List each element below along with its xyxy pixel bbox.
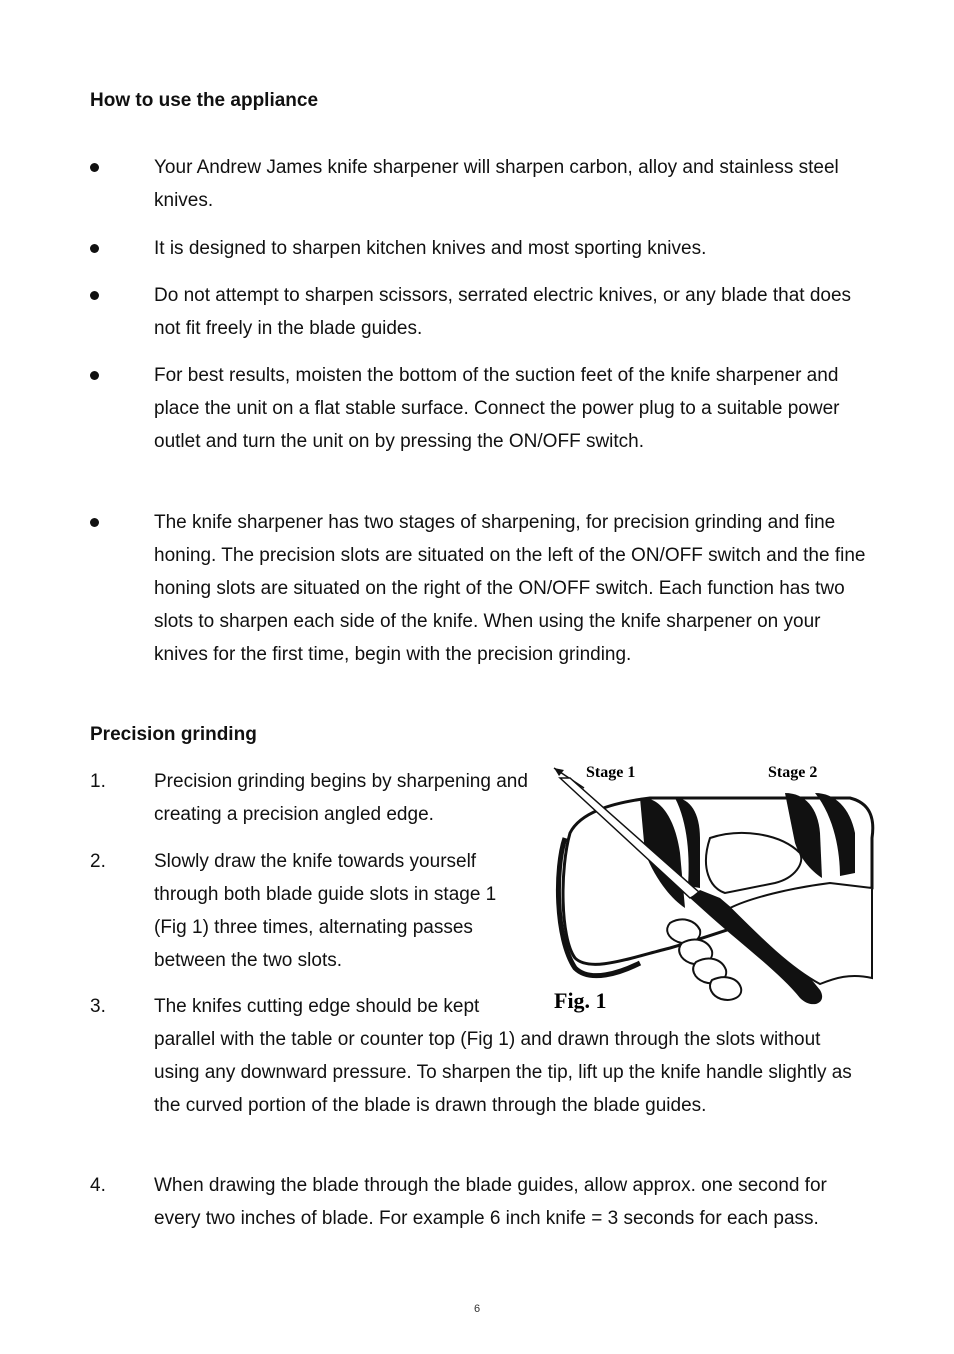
step-text: When drawing the blade through the blade guides, allow approx. one second for every two inches of blade. For example 6 inch knife = 3 seconds for each pass. xyxy=(154,1175,827,1229)
stage1-label: Stage 1 xyxy=(586,764,636,781)
bullet-text: For best results, moisten the bottom of the suction feet of the knife sharpener and place the unit on a flat stable surface. Connect the power plug to a suitable power outlet and turn the unit on by pressing the ON/OFF switch. xyxy=(154,365,840,452)
section-heading-how-to-use: How to use the appliance xyxy=(90,90,319,111)
step-text: Precision grinding begins by sharpening and creating a precision angled edge. xyxy=(154,771,528,825)
knife-sharpener-illustration xyxy=(550,758,875,1013)
slot-number-label: 2 xyxy=(822,818,830,833)
figure-knife-sharpener xyxy=(550,758,875,1013)
bullet-item xyxy=(90,359,870,458)
bullet-item xyxy=(90,151,870,217)
bullet-text: Do not attempt to sharpen scissors, serrated electric knives, or any blade that does not fit freely in the blade guides. xyxy=(154,285,852,339)
section-heading-precision-grinding: Precision grinding xyxy=(90,724,257,745)
bullet-icon xyxy=(90,244,99,253)
step-text-first-line: The knifes cutting edge should be kept xyxy=(154,996,480,1017)
step-text-rest: parallel with the table or counter top (Fig 1) and drawn through the slots without using any downward pressure. To sharpen the tip, lift up the knife handle slightly as the curved portion of the blade is drawn through the blade guides. xyxy=(154,1029,852,1116)
bullet-text: It is designed to sharpen kitchen knives and most sporting knives. xyxy=(154,238,707,259)
bullet-item xyxy=(90,232,870,265)
step-number: 3. xyxy=(90,996,106,1017)
stage2-label: Stage 2 xyxy=(768,764,818,781)
bullet-text: The knife sharpener has two stages of sharpening, for precision grinding and fine honing. The precision slots are situated on the left of the ON/OFF switch and the fine honing slots are situated on the right of the ON/OFF switch. Each function has two slots to sharpen each side of the knife. When using the knife sharpener on your knives for the first time, begin with the precision grinding. xyxy=(154,512,866,665)
bullet-text: Your Andrew James knife sharpener will sharpen carbon, alloy and stainless steel knives. xyxy=(154,157,839,211)
figure-caption: Fig. 1 xyxy=(554,988,607,1013)
step-number: 2. xyxy=(90,851,106,872)
bullet-item xyxy=(90,506,870,671)
step-number: 4. xyxy=(90,1175,106,1196)
page-number: 6 xyxy=(473,1303,481,1315)
bullet-icon xyxy=(90,163,99,172)
bullet-icon xyxy=(90,371,99,380)
bullet-icon xyxy=(90,291,99,300)
step-item xyxy=(90,1169,870,1235)
bullet-icon xyxy=(90,518,99,527)
step-number: 1. xyxy=(90,771,106,792)
bullet-item xyxy=(90,279,870,345)
step-text: Slowly draw the knife towards yourself through both blade guide slots in stage 1 (Fig 1) three times, alternating passes between the two slots. xyxy=(154,851,497,971)
